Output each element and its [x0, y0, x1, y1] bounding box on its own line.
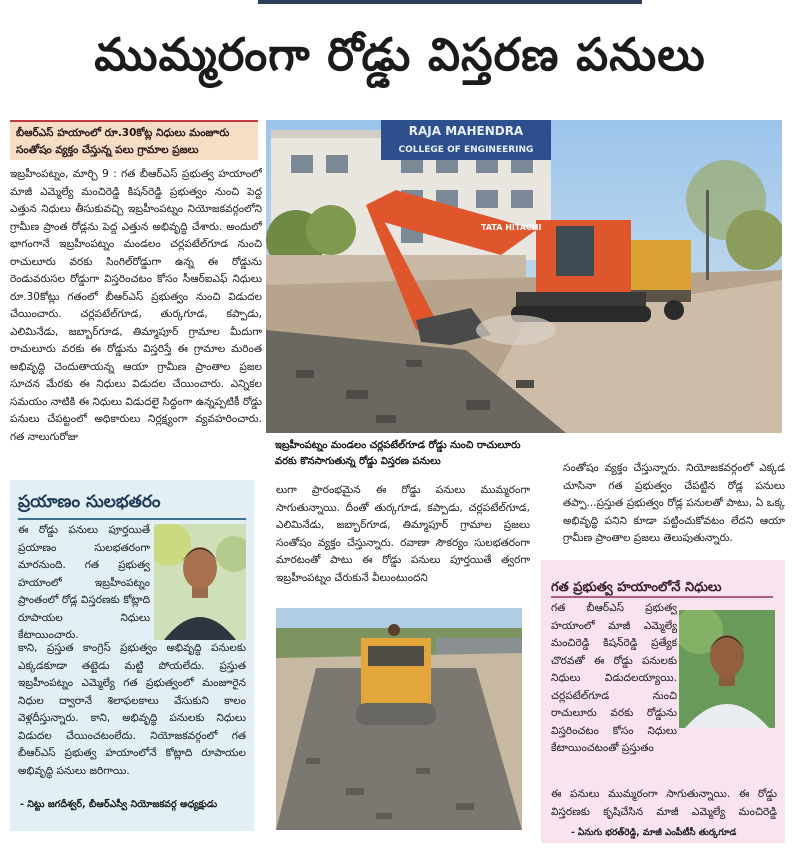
quote-box-right-title-text: గత ప్రభుత్వ హయాంలోనే నిధులు [551, 580, 722, 595]
portrait-photo-left [154, 524, 246, 640]
article-column-2: లుగా ప్రారంభమైన ఈ రోడ్డు పనులు ముమ్మరంగా సాగుతున్నాయి. దీంతో తుర్కగూడ, కప్పాడు, చర్లపటేల్‌గూడ, ఎలిమినేడు, జబ్బార్‌గూడ, తిమ్మాపూర్ గ్రామాల ప్రజలు సంతోషం వ్యక్తం చేస్తున్నారు. రవాణా సౌకర్యం సులభతరంగా మారటంతో పాటు ఈ రోడ్డు పనులు పూర్తయితే త్వరగా ఇబ్రహీంపట్నం చేరుకునే వీలుంటుందని [276, 484, 530, 584]
portrait-photo-right [679, 610, 775, 728]
college-sign-line-1: RAJA MAHENDRA [408, 124, 524, 138]
page-headline: ముమ్మరంగా రోడ్డు విస్తరణ పనులు [94, 28, 706, 81]
quote-signature: - ఏనుగు భరత్‌రెడ్డి, మాజీ ఎంపీటీసీ తుర్కగూడ [571, 828, 737, 838]
photo-caption: ఇబ్రహీంపట్నం మండలం చర్లపటేల్‌గూడ రోడ్డు నుంచి రాచులూరు వరకు కొనసాగుతున్న రోడ్డు విస్తరణ పనులు [275, 440, 521, 467]
quote-box-right [541, 560, 785, 843]
quote-box-right-title [551, 576, 779, 598]
top-rule [258, 0, 642, 4]
college-sign-line-2: COLLEGE OF ENGINEERING [398, 145, 534, 155]
article-column-1: ఇబ్రహీంపట్నం, మార్చి 9 : గత బీఆర్‌ఎస్ ప్రభుత్వ హయాంలో మాజీ ఎమ్మెల్యే మంచిరెడ్డి కిషన్‌రెడ్డి ప్రభుత్వం నుంచి పెద్ద ఎత్తున నిధులు తీసుకువచ్చి ఇబ్రహీంపట్నం నియోజకవర్గంలోని గ్రామీణ ప్రాంత రోడ్లను పెద్ద ఎత్తున అభివృద్ధి చేశారు. అందులో భాగంగానే ఇబ్రహీంపట్నం మండలం చర్లపటేల్‌గూడ నుంచి రాచులూరు వరకు సింగిల్‌రోడ్డుగా ఉన్న ఈ రోడ్డును రెండువరుసల రోడ్డుగా విస్తరించటం కోసం సీఆర్‌ఐఎఫ్ నిధులు రూ.30కోట్లు గతంలో బీఆర్‌ఎస్ ప్రభుత్వం నుంచి విడుదల చేయించారు. చర్లపటేల్‌గూడ, తుర్కగూడ, కప్పాడు, ఎలిమినేడు, జబ్బార్‌గూడ, తిమ్మాపూర్ గ్రామాల మీదుగా రాచులూరు వరకు ఈ రోడ్డును విస్తరిస్తే ఈ గ్రామాల మరింత అభివృద్ధి చెందుతాయన్న ఆయా గ్రామీణ ప్రాంతాల ప్రజల సూచన మేరకు ఈ నిధులు విడుదల చేయించారు. ఎన్నికల సమయం నాటికి ఈ నిధులు విడుదలై సిద్ధంగా ఉన్నప్పటికీ రోడ్డు పనులు చేపట్టంలో అధికారులు నిర్లక్ష్యంగా వ్యవహరించారు. గత నాలుగురోజు [10, 168, 262, 443]
title-underline [18, 518, 246, 520]
quote-box-title [18, 492, 248, 516]
kicker-box: బీఆర్‌ఎస్ హయాంలో రూ.30కోట్ల నిధులు మంజూరు సంతోషం వ్యక్తం చేస్తున్న పలు గ్రామాల ప్రజలు [10, 120, 258, 160]
road-roller-photo [276, 608, 522, 830]
quote-text-lower: ఈ పనులు ముమ్మరంగా సాగుతున్నాయి. ఈ రోడ్డు విస్తరణకు కృషిచేసిన మాజీ ఎమ్మెల్యే మంచిరెడ్డి [551, 788, 777, 818]
quote-signature: - నిట్టు జగదీశ్వర్, బీఆర్‌ఎస్వీ నియోజకవర్గ అధ్యక్షుడు [20, 799, 218, 810]
article-column-3: సంతోషం వ్యక్తం చేస్తున్నారు. నియోజకవర్గంలో ఎక్కడ చూసినా గత ప్రభుత్వం చేపట్టిన రోడ్ల పనులు తప్పా...ప్రస్తుత ప్రభుత్వం రోడ్ల పనులతో పాటు, ఏ ఒక్క అభివృద్ధి పనిని కూడా పట్టించుకోవటం లేదని ఆయా గ్రామీణ ప్రాంతాల ప్రజలు తెలుపుతున్నారు. [563, 462, 785, 544]
quote-box-left [10, 480, 254, 831]
quote-box-title-text: ప్రయాణం సులభతరం [18, 492, 161, 512]
quote-text-lower: కాని, ప్రస్తుత కాంగ్రెస్ ప్రభుత్వం అభివృద్ధి పనులకు ఎక్కడకూడా తట్టెడు మట్టి పోయలేదు. ప్రస్తుత ఇబ్రహీంపట్నం ఎమ్మెల్యే గత ప్రభుత్వంలో మంజూరైన నిధుల ద్వారానే శిలాఫలకాలు వేసుకుని కాలం వెళ్లదీస్తున్నారు. కాని, అభివృద్ధి పనులకు నిధులు విడుదల చేయించటంలేదు. నియోజకవర్గంలో గత బీఆర్‌ఎస్ ప్రభుత్వ హయాంలోనే కోట్లాది రూపాయల అభివృద్ధి పనులు జరిగాయి. [18, 642, 246, 777]
quote-text-upper: గత బీఆర్‌ఎస్ ప్రభుత్వ హయాంలో మాజీ ఎమ్మెల్యే మంచిరెడ్డి కిషన్‌రెడ్డి ప్రత్యేక చొరవతో ఈ రోడ్డు పనులకు నిధులు విడుదలయ్యాయి. చర్లపటేల్‌గూడ నుంచి రాచులూరు వరకు రోడ్డును విస్తరించటం కోసం నిధులు కేటాయించటంతో ప్రస్తుతం [551, 602, 677, 754]
excavator-brand-text: TATA HITACHI [481, 223, 542, 232]
quote-text-upper: ఈ రోడ్డు పనులు పూర్తయితే ప్రయాణం సులభతరంగా మారనుంది. గత ప్రభుత్వ హయాంలో ఇబ్రహీంపట్నం ప్రాంతంలో రోడ్ల విస్తరణకు కోట్లాది రూపాయల నిధులు కేటాయించారు. [18, 524, 150, 640]
title-underline [551, 596, 773, 598]
excavator-photo [266, 120, 782, 433]
